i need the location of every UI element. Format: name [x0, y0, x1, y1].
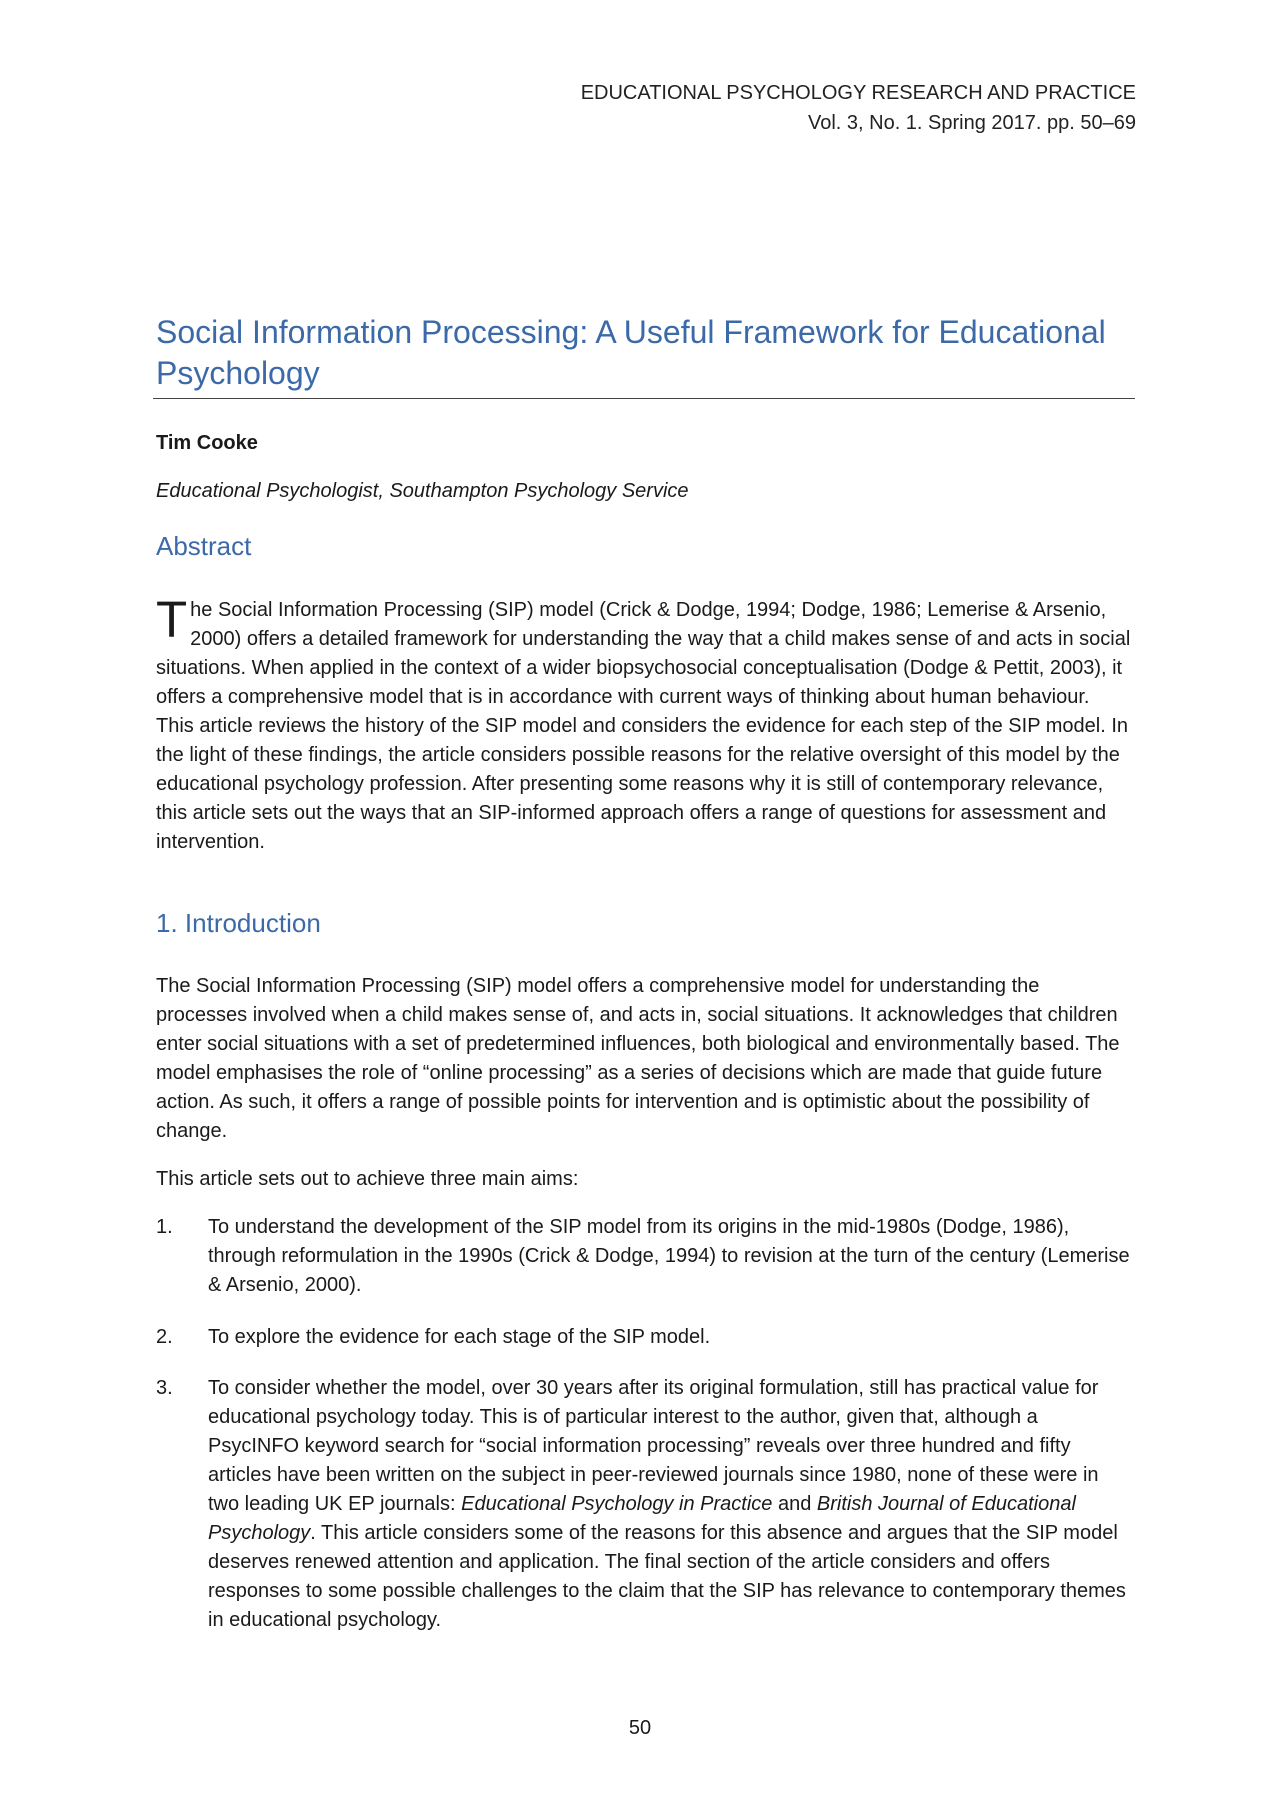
- introduction-paragraph: The Social Information Processing (SIP) model offers a comprehensive model for understanding the processes involved when a child makes sense of, and acts in, social situations. It acknowledges that children enter social situations with a set of predetermined influences, both biological and environmentally based. The model emphasises the role of “online processing” as a series of decisions which are made that guide future action. As such, it offers a range of possible points for intervention and is optimistic about the possibility of change.: [156, 975, 1120, 1142]
- aim-item: [156, 1374, 1131, 1635]
- drop-cap: T: [156, 591, 188, 648]
- introduction-heading: 1. Introduction: [156, 908, 321, 938]
- issue-citation: Vol. 3, No. 1. Spring 2017. pp. 50–69: [807, 112, 1136, 134]
- aim-number: 2.: [156, 1326, 173, 1348]
- aim-text-part: . This article considers some of the reasons for this absence and argues that the SIP model deserves renewed attention and application. The final section of the article considers and offers responses to some possible challenges to the claim that the SIP has relevance to contemporary themes in educational psychology.: [208, 1522, 1126, 1631]
- title-divider: [153, 398, 1135, 399]
- journal-name: EDUCATIONAL PSYCHOLOGY RESEARCH AND PRACTICE: [580, 82, 1136, 104]
- abstract-body: [156, 591, 1131, 857]
- aim-text: [208, 1374, 1131, 1635]
- author-affiliation: Educational Psychologist, Southampton Psychology Service: [156, 480, 689, 502]
- author-name: Tim Cooke: [156, 432, 258, 454]
- journal-title-italic: Educational Psychology in Practice: [461, 1493, 773, 1515]
- abstract-heading: Abstract: [156, 531, 252, 561]
- aim-number: 3.: [156, 1377, 173, 1399]
- aim-text-part: To consider whether the model, over 30 years after its original formulation, still has practical value for educational psychology today. This is of particular interest to the author, given that, although a PsycINFO keyword search for “social information processing” reveals over three hundred and fifty articles have been written on the subject in peer-reviewed journals since 1980, none of these were in two leading UK EP journals:: [208, 1377, 1099, 1515]
- aim-text: To explore the evidence for each stage of the SIP model.: [208, 1326, 711, 1348]
- aim-item: [156, 1213, 1131, 1300]
- running-head: [581, 78, 1136, 138]
- aim-text: To understand the development of the SIP model from its origins in the mid-1980s (Dodge, 1986), through reformulation in the 1990s (Crick & Dodge, 1994) to revision at the turn of the century (Lemerise & Arsenio, 2000).: [208, 1216, 1130, 1296]
- aim-item: [156, 1323, 1131, 1352]
- abstract-text: he Social Information Processing (SIP) model (Crick & Dodge, 1994; Dodge, 1986; Lemerise & Arsenio, 2000) offers a detailed framework for understanding the way that a child makes sense of and acts in social situations. When applied in the context of a wider biopsychosocial conceptualisation (Dodge & Pettit, 2003), it offers a comprehensive model that is in accordance with current ways of thinking about human behaviour. This article reviews the history of the SIP model and considers the evidence for each step of the SIP model. In the light of these findings, the article considers possible reasons for the relative oversight of this model by the educational psychology profession. After presenting some reasons why it is still of contemporary relevance, this article sets out the ways that an SIP-informed approach offers a range of questions for assessment and intervention.: [156, 599, 1131, 853]
- aim-text-part: and: [772, 1493, 817, 1515]
- journal-title-italic: British Journal of Educational Psychology: [208, 1493, 1076, 1544]
- aims-lead: This article sets out to achieve three main aims:: [156, 1168, 579, 1190]
- article-title: Social Information Processing: A Useful Framework for Educational Psychology: [156, 314, 1106, 391]
- page-number: 50: [628, 1717, 652, 1739]
- aim-number: 1.: [156, 1216, 173, 1238]
